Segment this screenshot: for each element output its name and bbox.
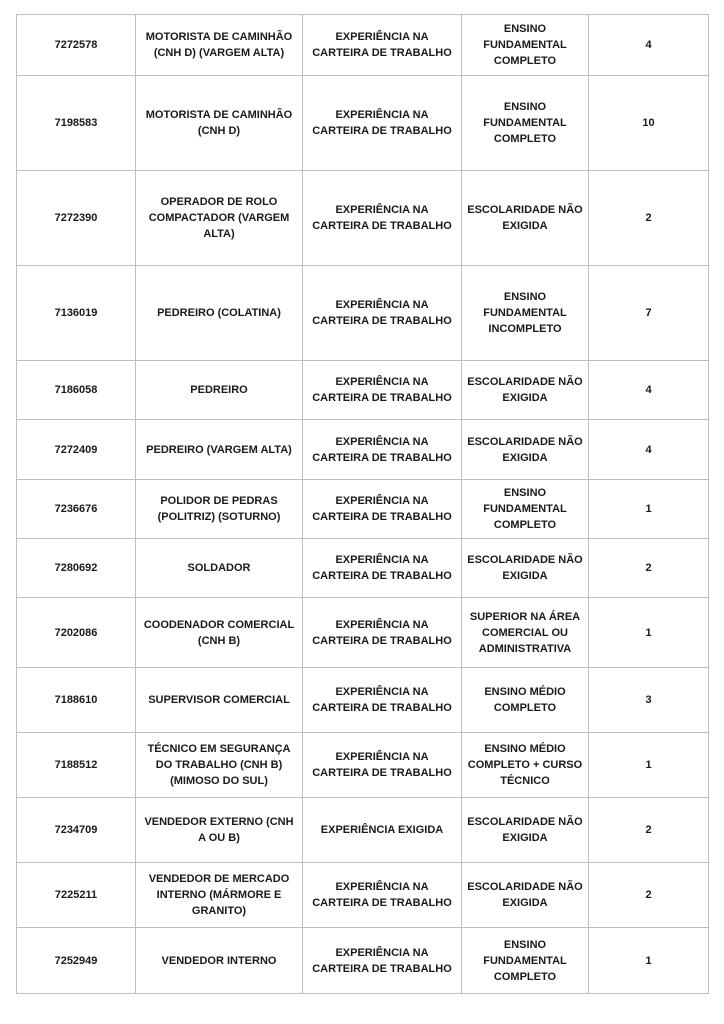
job-vacancies: 10: [589, 76, 709, 171]
job-code: 7252949: [17, 928, 136, 994]
job-education: ENSINO FUNDAMENTAL COMPLETO: [462, 15, 589, 76]
job-vacancies: 2: [589, 539, 709, 598]
job-code: 7202086: [17, 598, 136, 668]
job-experience: EXPERIÊNCIA NA CARTEIRA DE TRABALHO: [303, 15, 462, 76]
job-education: ESCOLARIDADE NÃO EXIGIDA: [462, 171, 589, 266]
job-code: 7272409: [17, 420, 136, 480]
job-code: 7272390: [17, 171, 136, 266]
job-experience: EXPERIÊNCIA NA CARTEIRA DE TRABALHO: [303, 171, 462, 266]
job-vacancies: 2: [589, 798, 709, 863]
table-row: [17, 668, 709, 733]
table-row: [17, 598, 709, 668]
job-education: ESCOLARIDADE NÃO EXIGIDA: [462, 361, 589, 420]
job-code: 7188610: [17, 668, 136, 733]
job-education: ENSINO FUNDAMENTAL INCOMPLETO: [462, 266, 589, 361]
job-vacancies: 2: [589, 863, 709, 928]
table-row: [17, 171, 709, 266]
job-role: SOLDADOR: [136, 539, 303, 598]
job-code: 7188512: [17, 733, 136, 798]
table-row: [17, 480, 709, 539]
job-role: PEDREIRO (VARGEM ALTA): [136, 420, 303, 480]
job-role: VENDEDOR INTERNO: [136, 928, 303, 994]
job-role: PEDREIRO: [136, 361, 303, 420]
job-code: 7136019: [17, 266, 136, 361]
job-education: ESCOLARIDADE NÃO EXIGIDA: [462, 798, 589, 863]
job-role: VENDEDOR DE MERCADO INTERNO (MÁRMORE E GRANITO): [136, 863, 303, 928]
table-row: [17, 798, 709, 863]
job-code: 7234709: [17, 798, 136, 863]
job-role: MOTORISTA DE CAMINHÃO (CNH D): [136, 76, 303, 171]
job-role: TÉCNICO EM SEGURANÇA DO TRABALHO (CNH B) (MIMOSO DO SUL): [136, 733, 303, 798]
job-experience: EXPERIÊNCIA NA CARTEIRA DE TRABALHO: [303, 598, 462, 668]
job-role: OPERADOR DE ROLO COMPACTADOR (VARGEM ALTA): [136, 171, 303, 266]
job-experience: EXPERIÊNCIA NA CARTEIRA DE TRABALHO: [303, 539, 462, 598]
job-role: COODENADOR COMERCIAL (CNH B): [136, 598, 303, 668]
job-vacancies: 2: [589, 171, 709, 266]
table-row: [17, 863, 709, 928]
job-education: ENSINO MÉDIO COMPLETO + CURSO TÉCNICO: [462, 733, 589, 798]
job-experience: EXPERIÊNCIA EXIGIDA: [303, 798, 462, 863]
job-education: ESCOLARIDADE NÃO EXIGIDA: [462, 420, 589, 480]
job-code: 7225211: [17, 863, 136, 928]
job-code: 7186058: [17, 361, 136, 420]
table-row: [17, 928, 709, 994]
job-vacancies: 7: [589, 266, 709, 361]
job-role: SUPERVISOR COMERCIAL: [136, 668, 303, 733]
job-role: PEDREIRO (COLATINA): [136, 266, 303, 361]
table-row: [17, 539, 709, 598]
job-experience: EXPERIÊNCIA NA CARTEIRA DE TRABALHO: [303, 863, 462, 928]
job-experience: EXPERIÊNCIA NA CARTEIRA DE TRABALHO: [303, 266, 462, 361]
job-vacancies: 1: [589, 928, 709, 994]
job-experience: EXPERIÊNCIA NA CARTEIRA DE TRABALHO: [303, 733, 462, 798]
job-education: ENSINO FUNDAMENTAL COMPLETO: [462, 76, 589, 171]
job-role: VENDEDOR EXTERNO (CNH A OU B): [136, 798, 303, 863]
job-vacancies: 1: [589, 598, 709, 668]
table-row: [17, 361, 709, 420]
job-experience: EXPERIÊNCIA NA CARTEIRA DE TRABALHO: [303, 928, 462, 994]
job-education: ENSINO MÉDIO COMPLETO: [462, 668, 589, 733]
job-experience: EXPERIÊNCIA NA CARTEIRA DE TRABALHO: [303, 420, 462, 480]
table-row: [17, 420, 709, 480]
table-row: [17, 15, 709, 76]
table-row: [17, 266, 709, 361]
job-experience: EXPERIÊNCIA NA CARTEIRA DE TRABALHO: [303, 668, 462, 733]
job-vacancies: 4: [589, 15, 709, 76]
job-education: ESCOLARIDADE NÃO EXIGIDA: [462, 863, 589, 928]
job-code: 7236676: [17, 480, 136, 539]
job-vacancies: 1: [589, 480, 709, 539]
job-vacancies-table: [16, 14, 709, 994]
job-code: 7280692: [17, 539, 136, 598]
job-vacancies: 1: [589, 733, 709, 798]
table-row: [17, 733, 709, 798]
job-vacancies: 4: [589, 420, 709, 480]
table-row: [17, 76, 709, 171]
job-code: 7198583: [17, 76, 136, 171]
job-role: MOTORISTA DE CAMINHÃO (CNH D) (VARGEM ALTA): [136, 15, 303, 76]
job-education: ENSINO FUNDAMENTAL COMPLETO: [462, 480, 589, 539]
job-vacancies: 4: [589, 361, 709, 420]
job-education: ENSINO FUNDAMENTAL COMPLETO: [462, 928, 589, 994]
job-education: SUPERIOR NA ÁREA COMERCIAL OU ADMINISTRATIVA: [462, 598, 589, 668]
job-role: POLIDOR DE PEDRAS (POLITRIZ) (SOTURNO): [136, 480, 303, 539]
job-education: ESCOLARIDADE NÃO EXIGIDA: [462, 539, 589, 598]
job-experience: EXPERIÊNCIA NA CARTEIRA DE TRABALHO: [303, 361, 462, 420]
job-vacancies: 3: [589, 668, 709, 733]
job-code: 7272578: [17, 15, 136, 76]
job-experience: EXPERIÊNCIA NA CARTEIRA DE TRABALHO: [303, 480, 462, 539]
job-experience: EXPERIÊNCIA NA CARTEIRA DE TRABALHO: [303, 76, 462, 171]
